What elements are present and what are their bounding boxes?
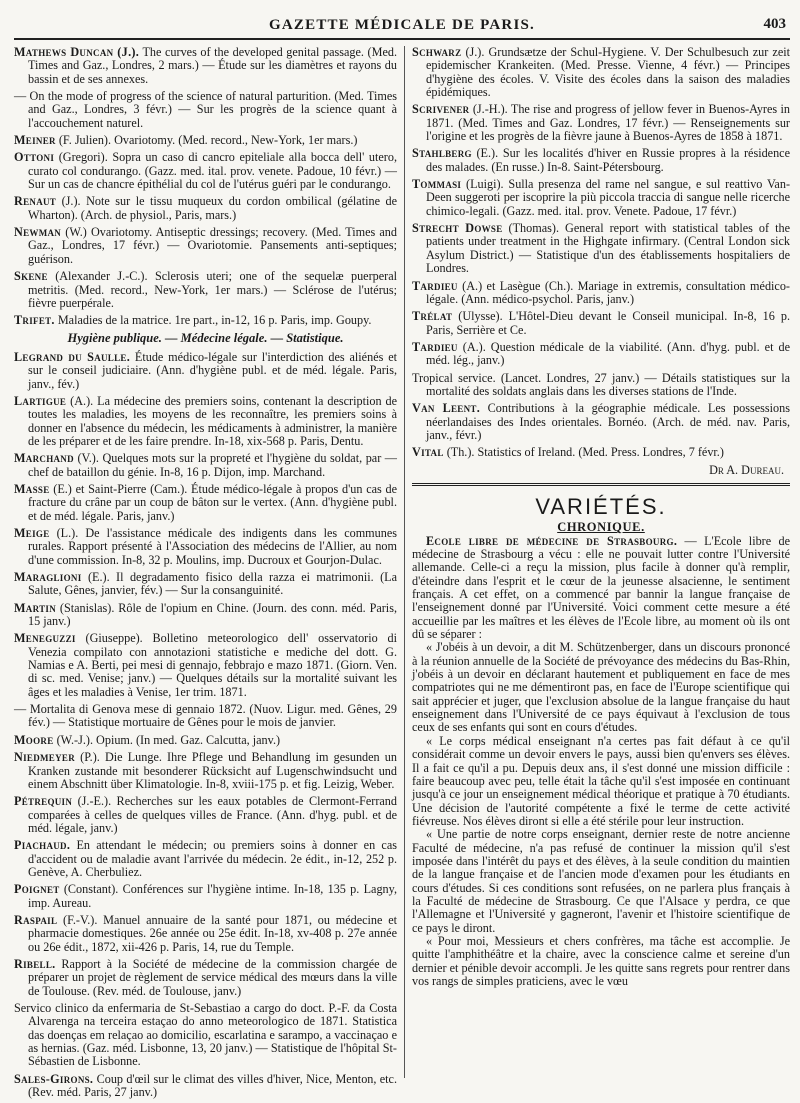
column-divider: [404, 46, 405, 1078]
entry-text: (A.) et Lasègue (Ch.). Mariage in extremis, consultation médico-légale. (Ann. médico-psychol. Paris, janv.): [426, 278, 790, 306]
entry-author: Ottoni: [14, 150, 55, 165]
entry-text: (L.). De l'assistance médicale des indigents dans les communes rurales. Rapport présenté à l'Association des médecins de l'Allier, au nom d'une commission. In-8, 32 p. Moulins, imp. Ducroux et Gourjon-Dulac.: [28, 526, 397, 567]
entry-author: Tardieu: [412, 339, 458, 354]
entry-text: (Thomas). General report with statistical tables of the patients under treatment in the Highgate infirmary. (Central London sick Asylum District.) — Statistique d'un des établissements hospitaliers de Londres.: [426, 221, 791, 276]
bibliography-entry: [412, 372, 790, 399]
entry-author: Newman: [14, 225, 62, 240]
entry-text: — Mortalita di Genova mese di gennaio 1872. (Nuov. Ligur. med. Gênes, 29 fév.) — Statistique mortuaire de Gênes pour le mois de janvier.: [14, 702, 397, 730]
bibliography-list: [412, 46, 790, 460]
entry-text: (V.). Quelques mots sur la propreté et l'hygiène du soldat, par — chef de bataillon du génie. In-8, 16 p. Dijon, imp. Marchand.: [28, 451, 397, 479]
entry-text: (E.) et Saint-Pierre (Cam.). Étude médico-légale à propos d'un cas de fracture du crâne par un coup de bâton sur le vertex. (Ann. d'hygiène publ. et de méd. légale. Paris, janv.): [28, 481, 397, 523]
article-text: — L'Ecole libre de médecine de Strasbourg a vécu : elle ne pouvait lutter contre l'Université allemande. Celle-ci a reçu la mission, plus facile à donner qu'à remplir, d'éteindre dans l'esprit et le cœur de la jeunesse alsacienne, le sentiment français. A cet effet, on a commencé par bannir la langue française de l'enseignement donné par l'Université. Voici comment cette mesure a été accueillie par les maîtres et les élèves de l'Ecole libre, au moment où ils ont dû se séparer :: [412, 533, 790, 642]
bibliography-entry: [14, 1002, 397, 1069]
page-number: 403: [763, 16, 786, 32]
signature: Dr A. Dureau.: [709, 462, 784, 477]
bibliography-entry: [412, 280, 790, 307]
entry-author: Meiner: [14, 133, 56, 148]
entry-author: Meneguzzi: [14, 631, 76, 646]
entry-text: Rapport à la Société de médecine de la commission chargée de préparer un projet de règlement de service médical des mœurs dans la ville de Toulouse. (Rev. méd. de Toulouse, janv.): [28, 956, 397, 998]
entry-author: Raspail: [14, 912, 58, 927]
bibliography-entry: [14, 351, 397, 391]
bibliography-entry: [412, 46, 790, 99]
entry-text: (Ulysse). L'Hôtel-Dieu devant le Conseil municipal. In-8, 16 p. Paris, Serrière et Ce.: [426, 309, 790, 337]
bibliography-entry: [14, 90, 397, 130]
bibliography-entry: [14, 151, 397, 191]
entry-text: Étude médico-légale sur l'interdiction des aliénés et sur le conseil judiciaire. (Ann. d'hygiène publ. et de méd. légale. Paris, janv., fév.): [28, 349, 397, 391]
bibliography-entry: [14, 734, 397, 747]
entry-text: The curves of the developed genital passage. (Med. Times and Gaz., Londres, 2 mars.) — Étude sur les diamètres et rayons du bassin et de ses annexes.: [28, 45, 398, 86]
article-paragraph: [412, 535, 790, 642]
entry-text: (Alexander J.-C.). Sclerosis uteri; one of the sequelæ puerperal metritis. (Med. record., New-York, 1er mars.) — Sclérose de l'utérus; fièvre puerpérale.: [28, 269, 397, 310]
bibliography-entry: [14, 632, 397, 699]
entry-text: (F.-V.). Manuel annuaire de la santé pour 1871, ou médecine et pharmacie domestiques. 26e année ou 25e édit. In-18, xv-408 p. 27e année ou 26e édit., 1872, xii-426 p. Paris, 14, rue du Temple.: [28, 912, 397, 954]
entry-author: Maraglioni: [14, 570, 82, 585]
entry-text: (Gregori). Sopra un caso di cancro epiteliale alla bocca dell' utero, curato col condurango. (Gazz. med. ital. prov. venete. Padoue, 10 févr.) — Sur un cas de chancre épithélial du col de l'utérus guéri par le condurango.: [28, 150, 397, 192]
entry-text: (A.). La médecine des premiers soins, contenant la description de toutes les maladies, les moyens de les reconnaître, les premiers soins à donner en l'absence du médecin, les médicaments à administrer, la manière de les préparer et de les faire prendre. In-18, xix-568 p. Paris, Dentu.: [28, 393, 397, 448]
bibliography-entry: [14, 46, 397, 86]
bibliography-entry: [14, 270, 397, 310]
entry-author: Legrand du Saulle.: [14, 349, 131, 364]
bibliography-entry: [14, 314, 397, 327]
entry-text: Tropical service. (Lancet. Londres, 27 janv.) — Détails statistiques sur la mortalité des soldats anglais dans les diverses stations de l'Inde.: [412, 370, 790, 398]
varietes-title: VARIÉTÉS.: [535, 493, 667, 519]
bibliography-entry: [14, 602, 397, 629]
entry-text: Maladies de la matrice. 1re part., in-12, 16 p. Paris, imp. Goupy.: [54, 313, 372, 328]
entry-text: (P.). Die Lunge. Ihre Pflege und Behandlung im gesunden un Kranken zustande mit besonderer Rücksicht auf Lugenschwindsucht und einem Abschnitt über Klimatologie. In-8, xviii-175 p. et fig. Leizig, Weber.: [28, 750, 397, 791]
bibliography-entry: [412, 103, 790, 143]
entry-author: Vital: [412, 445, 444, 460]
journal-title: GAZETTE MÉDICALE DE PARIS.: [269, 17, 535, 33]
bibliography-entry: [412, 178, 790, 218]
entry-text: En attendant le médecin; ou premiers soins à donner en cas d'accident ou de maladie avant l'arrivée du médecin. 2e édit., in-12, 252 p. Genève, A. Cherbuliez.: [28, 838, 397, 879]
entry-text: (A.). Question médicale de la viabilité. (Ann. d'hyg. publ. et de méd. lég., janv.): [426, 339, 790, 368]
bibliography-entry: [14, 483, 397, 523]
entry-author: Tommasi: [412, 177, 462, 192]
bibliography-entry: [14, 195, 397, 222]
entry-text: (W.-J.). Opium. (In med. Gaz. Calcutta, janv.): [53, 732, 281, 747]
entry-text: (J.). Grundsætze der Schul-Hygiene. V. Der Schulbesuch zur zeit epidemischer Krankeiten. (Med. Presse. Vienne, 4 févr.) — Principes d'hygiène des écoles. V. Visite des écoles dans la saison des maladies épidémiques.: [426, 45, 790, 100]
bibliography-entry: [14, 571, 397, 598]
bibliography-entry: [412, 222, 790, 275]
entry-author: Trélat: [412, 309, 453, 324]
entry-author: Sales-Girons.: [14, 1071, 94, 1086]
bibliography-entry: [14, 914, 397, 954]
page-header: [14, 10, 790, 40]
entry-author: Scrivener: [412, 102, 470, 117]
entry-text: Servico clinico da enfermaria de St-Sebastiao a cargo do doct. P.-F. da Costa Alvarenga na terceira estaçao do anno meteorologico de 1871. Statistica das doenças em relaçao ao domicilio, escarlatina e sarampo, a vaccinaçao e as hernias. (Gaz. méd. Lisbonne, 13, 20 janv.) — Statistique de l'hôpital St-Sébastien de Lisbonne.: [14, 1001, 397, 1069]
bibliography-entry: [412, 341, 790, 368]
entry-author: Trifet.: [14, 313, 55, 328]
entry-author: Piachaud.: [14, 838, 71, 853]
bibliography-entry: [14, 703, 397, 730]
bibliography-entry: [412, 402, 790, 442]
entry-author: Moore: [14, 732, 54, 747]
entry-text: Contributions à la géographie médicale. Les possessions néerlandaises des Indes orientales. Bornéo. (Arch. de méd. nav. Paris, janv., févr.): [426, 401, 790, 442]
bibliography-entry: [14, 134, 397, 147]
entry-author: Ribell.: [14, 956, 56, 971]
entry-author: Masse: [14, 481, 50, 496]
entry-author: Marchand: [14, 451, 74, 466]
entry-author: Lartigue: [14, 393, 67, 408]
article-lead: Ecole libre de médecine de Strasbourg.: [426, 533, 678, 548]
entry-author: Meige: [14, 526, 50, 540]
entry-text: Coup d'œil sur le climat des villes d'hiver, Nice, Menton, etc. (Rev. méd. Paris, 27 janv.): [28, 1071, 397, 1100]
entry-author: Skene: [14, 269, 48, 284]
bibliography-entry: [14, 226, 397, 266]
entry-author: Pétrequin: [14, 794, 73, 809]
bibliography-list: [14, 351, 397, 1100]
section-divider: [412, 483, 790, 486]
entry-author: Niedmeyer: [14, 750, 76, 765]
bibliography-entry: [412, 446, 790, 459]
entry-author: Schwarz: [412, 45, 462, 59]
bibliography-entry: [14, 395, 397, 448]
entry-author: Strecht Dowse: [412, 221, 503, 236]
entry-text: (F. Julien). Ovariotomy. (Med. record., New-York, 1er mars.): [55, 133, 358, 148]
entry-text: (J.-H.). The rise and progress of jellow fever in Buenos-Ayres in 1871. (Med. Times and Gaz. Londres, 17 févr.) — Renseignements sur l'origine et les progrès de la fièvre jaune à Buenos-Ayres de 1858 à 1871.: [426, 102, 790, 144]
section-heading: Hygiène publique. — Médecine légale. — Statistique.: [67, 330, 344, 345]
bibliography-entry: [14, 883, 397, 910]
left-column: [14, 46, 397, 1103]
article-paragraph: « J'obéis à un devoir, a dit M. Schützenberger, dans un discours prononcé à la réunion annuelle de la Société de prévoyance des médecins du Bas-Rhin, j'obéis à un devoir en déclarant hautement et publiquement en face de mes compatriotes qui ne me démentiront pas, en face de l'Europe scientifique qui sait apprécier et juger, que l'exclusion absolue de la langue française du haut enseignement dans l'Université de ce pays équivaut à l'exclusion de tous ceux de ses enfants qui sont en cours d'études.: [412, 640, 790, 735]
entry-text: (J.-E.). Recherches sur les eaux potables de Clermont-Ferrand comparées à celles de quelques villes de France. (Ann. d'hyg. publ. et de méd. légale, janv.): [28, 794, 397, 835]
bibliography-entry: [14, 751, 397, 791]
chronique-title: CHRONIQUE.: [557, 520, 645, 535]
entry-text: — On the mode of progress of the science of natural parturition. (Med. Times and Gaz., Londres, 3 févr.) — Sur les progrès de la science quant à l'accouchement naturel.: [14, 89, 397, 130]
entry-author: Tardieu: [412, 278, 458, 293]
entry-text: (Giuseppe). Bolletino meteorologico dell' osservatorio di Venezia compilato con annotazioni statistiche e mediche del dott. G. Namias e A. Berti, pei mesi di gennajo, febbrajo e mazo 1871. (Giorn. Ven. di sc. med. Venise; janv.) — Quelques détails sur la mortalité suivant les âges et les maladies à Venise, 1er trim. 1871.: [28, 631, 397, 699]
bibliography-entry: [14, 958, 397, 998]
entry-text: (Th.). Statistics of Ireland. (Med. Press. Londres, 7 févr.): [443, 445, 724, 460]
bibliography-entry: [14, 839, 397, 879]
entry-author: Poignet: [14, 882, 60, 897]
entry-author: Stahlberg: [412, 146, 472, 161]
article-paragraph: « Pour moi, Messieurs et chers confrères, ma tâche est accomplie. Je quitte l'amphithéâtre et la chaire, avec la conscience calme et sereine d'un dernier et pénible devoir accompli. Je les quitte sans regrets pour rentrer dans vos rangs de simples praticiens, avec le vœu: [412, 933, 790, 988]
entry-text: (W.) Ovariotomy. Antiseptic dressings; recovery. (Med. Times and Gaz., Londres, 17 févr.) — Ovariotomie. Pansements anti-septiques; guérison.: [28, 225, 397, 266]
bibliography-entry: [14, 527, 397, 567]
entry-text: (Stanislas). Rôle de l'opium en Chine. (Journ. des conn. méd. Paris, 15 janv.): [28, 600, 397, 629]
right-column: [412, 46, 790, 988]
bibliography-entry: [412, 310, 790, 337]
entry-text: (E.). Il degradamento fisico della razza ei matrimonii. (La Salute, Gênes, janvier, fév.) — Sur la consanguinité.: [28, 570, 397, 598]
bibliography-entry: [14, 1073, 397, 1100]
entry-text: (Luigi). Sulla presenza del rame nel sangue, e sul reattivo Van-Deen suggeroti per iscoprire la più piccola traccia di sangue nelle ricerche chimico-legali. (Gazz. med. ital. prov. Venete. Padoue, 17 févr.): [426, 177, 790, 218]
bibliography-list: [14, 46, 397, 328]
entry-author: Renaut: [14, 194, 57, 209]
article-paragraph: « Une partie de notre corps enseignant, dernier reste de notre ancienne Faculté de médecine, n'a pas refusé de continuer la mission qu'il s'est imposée dans l'intérêt du pays et des élèves, à la seule condition du maintien de la langue française et de l'ancien mode d'examen pour les étudiants en cours d'études. Si ces conditions sont refusées, on ne parlera plus français à la Faculté de médecine de Strasbourg. Ce que l'Alsace y perdra, ce que l'Allemagne et l'Université y gagneront, l'avenir et l'histoire scientifique de ce pays le diront.: [412, 827, 790, 935]
entry-text: (Constant). Conférences sur l'hygiène intime. In-18, 135 p. Lagny, imp. Aureau.: [28, 882, 397, 910]
entry-text: (J.). Note sur le tissu muqueux du cordon ombilical (gélatine de Wharton). (Arch. de physiol., Paris, mars.): [28, 194, 397, 222]
article-paragraph: « Le corps médical enseignant n'a certes pas fait défaut à ce qu'il considérait comme un devoir envers le pays, aussi bien qu'envers ses élèves. Il a fait ce qu'il a pu. Depuis deux ans, il s'est donné une mission difficile : faire beaucoup avec peu, telle était la tâche qu'il s'est imposée en continuant jusqu'à ce jour un enseignement médical théorique et pratique à 70 étudiants. Une décision de l'autorité compétente a fixé le terme de cette activité fiévreuse. Nos élèves diront si elle a été stérile pour leur instruction.: [412, 733, 790, 828]
entry-author: Van Leent.: [412, 401, 481, 416]
entry-text: (E.). Sur les localités d'hiver en Russie propres à la résidence des malades. (En russe.) In-8. Saint-Pétersbourg.: [426, 146, 790, 174]
entry-author: Martin: [14, 600, 56, 615]
bibliography-entry: [412, 147, 790, 174]
entry-author: Mathews Duncan (J.).: [14, 45, 140, 59]
bibliography-entry: [14, 795, 397, 835]
bibliography-entry: [14, 452, 397, 479]
